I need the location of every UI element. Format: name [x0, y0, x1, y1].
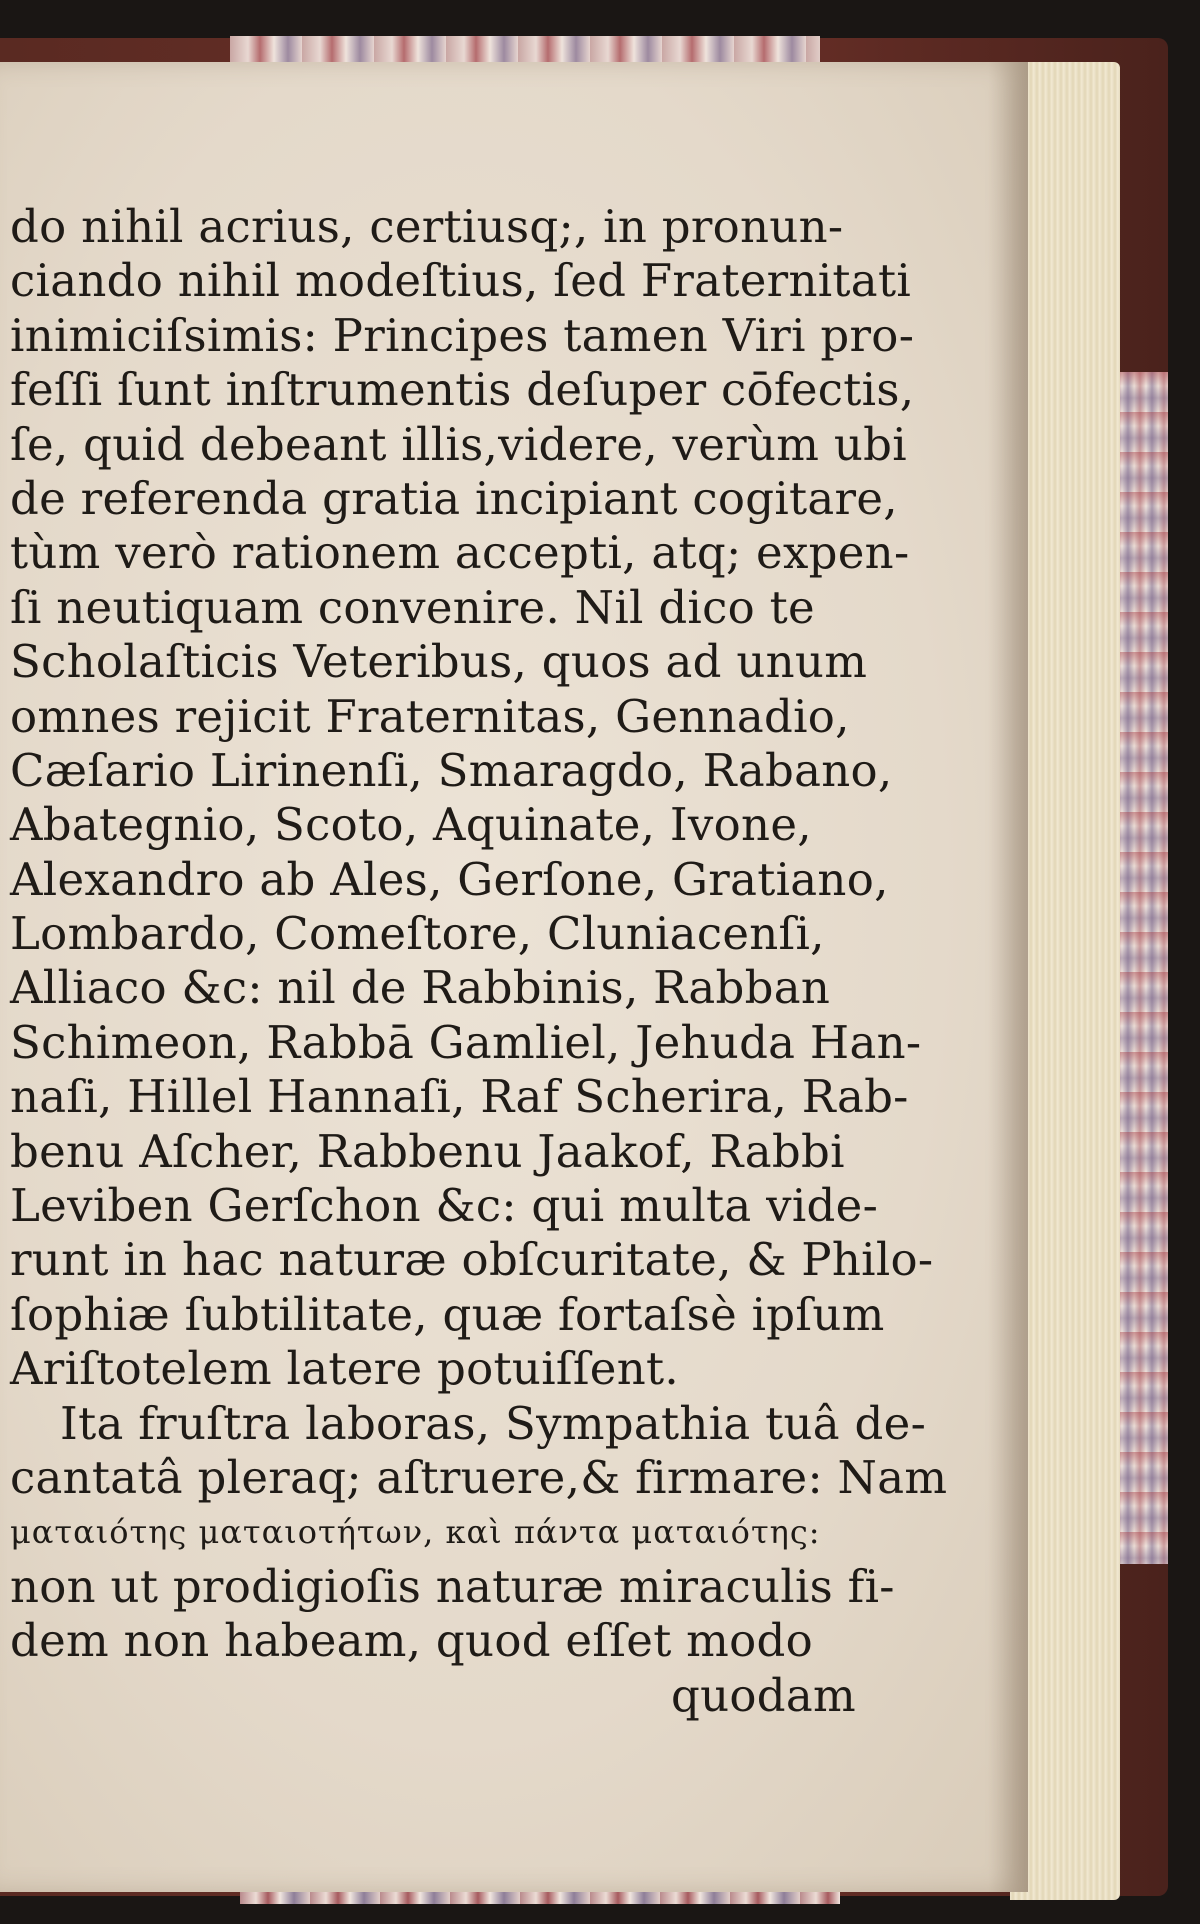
book-page	[0, 62, 1028, 1892]
text-line: dem non habeam, quod eſſet modo	[10, 1614, 814, 1668]
catchword: quodam	[671, 1668, 856, 1722]
text-line: Leviben Gerſchon &c: qui multa vide-	[10, 1179, 879, 1233]
text-line: Scholaſticis Veteribus, quos ad unum	[10, 635, 868, 689]
text-line: inimiciſsimis: Principes tamen Viri pro-	[10, 308, 915, 362]
text-line: ciando nihil modeſtius, ſed Fraternitati	[10, 254, 912, 308]
paragraph-start-line: Ita fruſtra laboras, Sympathia tuâ de-	[60, 1396, 927, 1450]
page-text	[10, 200, 948, 1723]
text-line: do nihil acrius, certiusq;, in pronun-	[10, 200, 844, 253]
text-line: Alexandro ab Ales, Gerſone, Gratiano,	[10, 852, 889, 906]
greek-text-line: ματαιότης ματαιοτήτων, καὶ πάντα ματαιότης:	[10, 1513, 821, 1552]
text-line: Schimeon, Rabbā Gamliel, Jehuda Han-	[10, 1015, 922, 1069]
text-line: de referenda gratia incipiant cogitare,	[10, 471, 898, 525]
text-line: tùm verò rationem accepti, atq; expen-	[10, 526, 910, 580]
text-line: feſſi ſunt inſtrumentis deſuper cōfectis,	[10, 363, 915, 417]
text-line: Alliaco &c: nil de Rabbinis, Rabban	[10, 961, 831, 1015]
text-line: benu Aſcher, Rabbenu Jaakof, Rabbi	[10, 1124, 845, 1178]
text-line: ſi neutiquam convenire. Nil dico te	[10, 580, 815, 634]
text-line: Lombardo, Comeſtore, Cluniacenſi,	[10, 907, 825, 961]
text-line: naſi, Hillel Hannaſi, Raf Scherira, Rab-	[10, 1070, 909, 1124]
text-line: ſe, quid debeant illis,videre, verùm ubi	[10, 417, 907, 471]
text-line: runt in hac naturæ obſcuritate, & Philo-	[10, 1233, 934, 1287]
text-line: non ut prodigioſis naturæ miraculis fi-	[10, 1559, 895, 1613]
text-line: Ariſtotelem latere potuiſſent.	[10, 1342, 679, 1396]
text-line: Cæſario Lirinenſi, Smaragdo, Rabano,	[10, 743, 893, 797]
text-line: Abategnio, Scoto, Aquinate, Ivone,	[10, 798, 812, 852]
text-line: cantatâ pleraq; aſtruere,& firmare: Nam	[10, 1450, 948, 1504]
text-line: omnes rejicit Fraternitas, Gennadio,	[10, 689, 850, 743]
text-line: ſophiæ ſubtilitate, quæ fortaſsè ipſum	[10, 1287, 885, 1341]
